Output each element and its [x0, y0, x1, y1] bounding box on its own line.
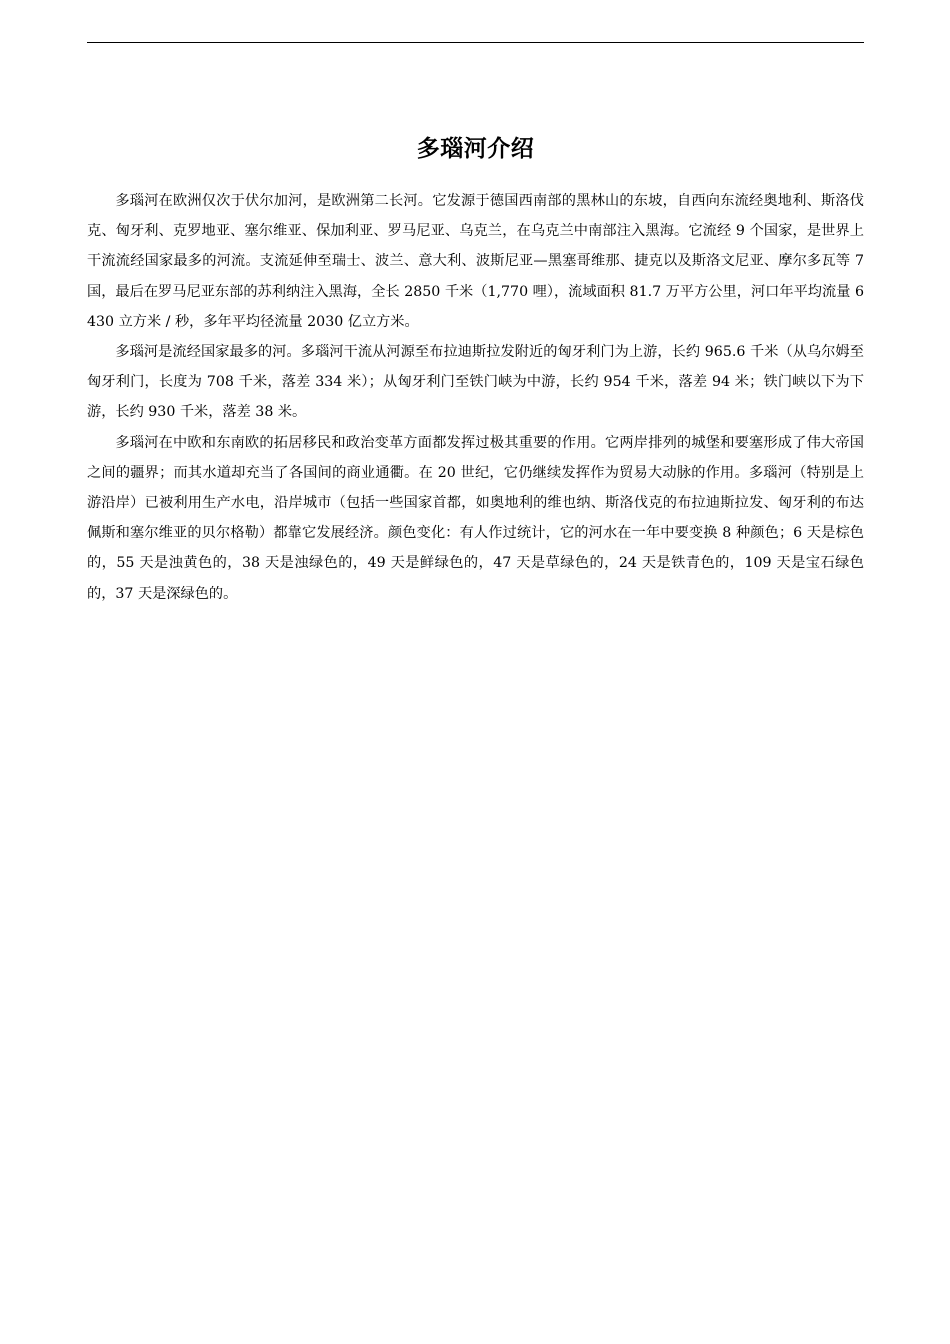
paragraph-3: 多瑙河在中欧和东南欧的拓居移民和政治变革方面都发挥过极其重要的作用。它两岸排列的城堡和要塞形成了伟大帝国之间的疆界；而其水道却充当了各国间的商业通衢。在 20 世纪，它仍继续发挥作为贸易大动脉的作用。多瑙河（特别是上游沿岸）已被利用生产水电，沿岸城市（包括一些国家首都，如奥地利的维也纳、斯洛伐克的布拉迪斯拉发、匈牙利的布达佩斯和塞尔维亚的贝尔格勒）都靠它发展经济。颜色变化：有人作过统计，它的河水在一年中要变换 8 种颜色；6 天是棕色的，55 天是浊黄色的，38 天是浊绿色的，49 天是鲜绿色的，47 天是草绿色的，24 天是铁青色的，109 天是宝石绿色的，37 天是深绿色的。 — [87, 434, 864, 602]
header-rule — [87, 42, 864, 43]
page-title: 多瑙河介绍 — [416, 136, 535, 162]
paragraph-2: 多瑙河是流经国家最多的河。多瑙河干流从河源至布拉迪斯拉发附近的匈牙利门为上游，长约 965.6 千米（从乌尔姆至匈牙利门，长度为 708 千米，落差 334 米）；从匈牙利门至铁门峡为中游，长约 954 千米，落差 94 米；铁门峡以下为下游，长约 930 千米，落差 38 米。 — [87, 344, 864, 421]
paragraph-1: 多瑙河在欧洲仅次于伏尔加河，是欧洲第二长河。它发源于德国西南部的黑林山的东坡，自西向东流经奥地利、斯洛伐克、匈牙利、克罗地亚、塞尔维亚、保加利亚、罗马尼亚、乌克兰，在乌克兰中南部注入黑海。它流经 9 个国家，是世界上干流流经国家最多的河流。支流延伸至瑞士、波兰、意大利、波斯尼亚—黑塞哥维那、捷克以及斯洛文尼亚、摩尔多瓦等 7 国，最后在罗马尼亚东部的苏利纳注入黑海，全长 2850 千米（1,770 哩），流域面积 81.7 万平方公里，河口年平均流量 6430 立方米 / 秒，多年平均径流量 2030 亿立方米。 — [87, 193, 864, 330]
document-body — [87, 186, 864, 609]
